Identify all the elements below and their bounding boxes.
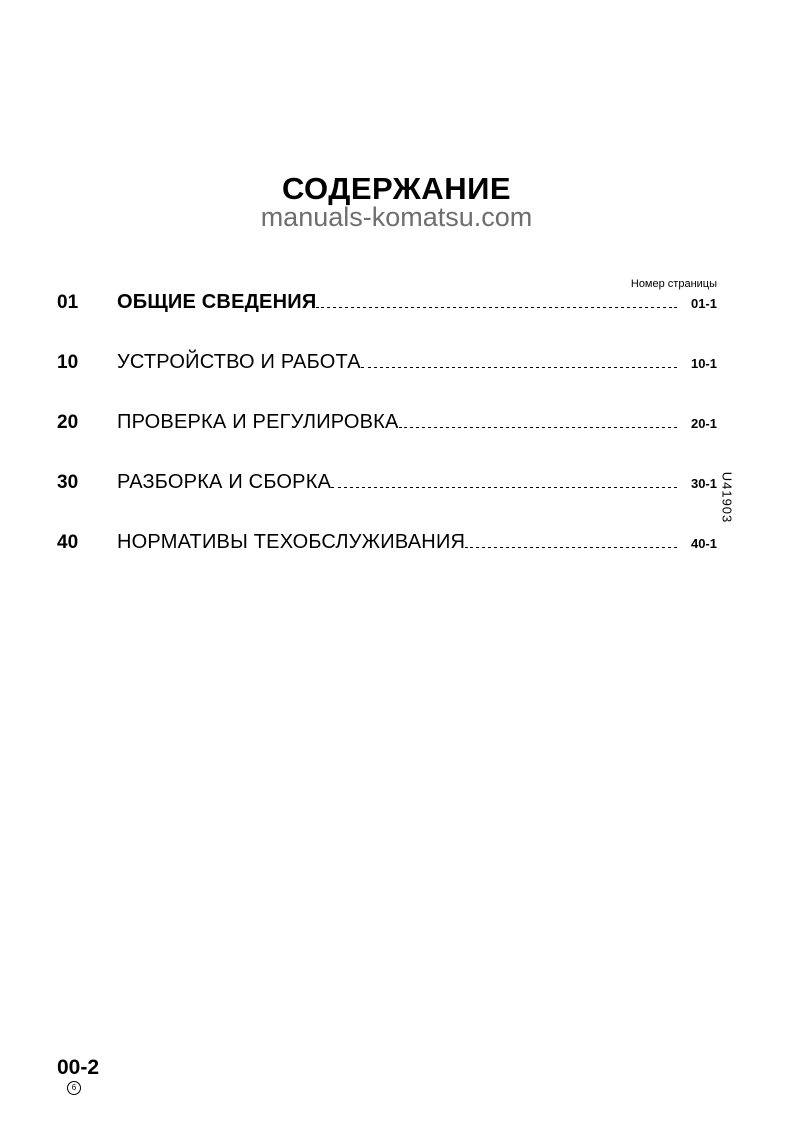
toc-entry-number: 10 xyxy=(57,352,79,373)
toc-entry-page: 40-1 xyxy=(690,536,717,551)
toc-entry-label: УСТРОЙСТВО И РАБОТА xyxy=(117,351,361,373)
toc-entry-number: 30 xyxy=(57,472,79,493)
toc-entry-label: ПРОВЕРКА И РЕГУЛИРОВКА xyxy=(117,411,399,433)
toc-entry-label: НОРМАТИВЫ ТЕХОБСЛУЖИВАНИЯ xyxy=(117,531,466,553)
watermark: manuals-komatsu.com xyxy=(260,202,533,232)
dot-leader xyxy=(465,547,677,548)
page-footer xyxy=(57,1057,99,1095)
table-of-contents xyxy=(57,291,717,591)
toc-entry[interactable] xyxy=(57,291,717,351)
toc-entry-number: 01 xyxy=(57,292,79,313)
page-number-column-header: Номер страницы xyxy=(630,278,717,290)
toc-entry[interactable] xyxy=(57,351,717,411)
dot-leader xyxy=(331,487,677,488)
revision-mark-value: 6 xyxy=(67,1081,81,1095)
toc-entry-number: 40 xyxy=(57,532,79,553)
toc-entry-number: 20 xyxy=(57,412,79,433)
dot-leader xyxy=(399,427,677,428)
revision-mark xyxy=(67,1081,99,1095)
side-document-code: U41903 xyxy=(719,471,735,524)
toc-entry[interactable] xyxy=(57,531,717,591)
footer-page-number: 00-2 xyxy=(57,1056,100,1079)
toc-entry-page: 20-1 xyxy=(690,416,717,431)
toc-entry[interactable] xyxy=(57,411,717,471)
toc-entry-label: РАЗБОРКА И СБОРКА xyxy=(117,471,332,493)
title-block xyxy=(0,172,793,206)
dot-leader xyxy=(316,307,677,308)
dot-leader xyxy=(361,367,677,368)
toc-entry-page: 01-1 xyxy=(690,296,717,311)
page-title: СОДЕРЖАНИЕ xyxy=(281,171,512,206)
toc-entry-page: 30-1 xyxy=(690,476,717,491)
toc-entry-label: ОБЩИЕ СВЕДЕНИЯ xyxy=(117,291,317,313)
toc-entry[interactable] xyxy=(57,471,717,531)
toc-entry-page: 10-1 xyxy=(690,356,717,371)
